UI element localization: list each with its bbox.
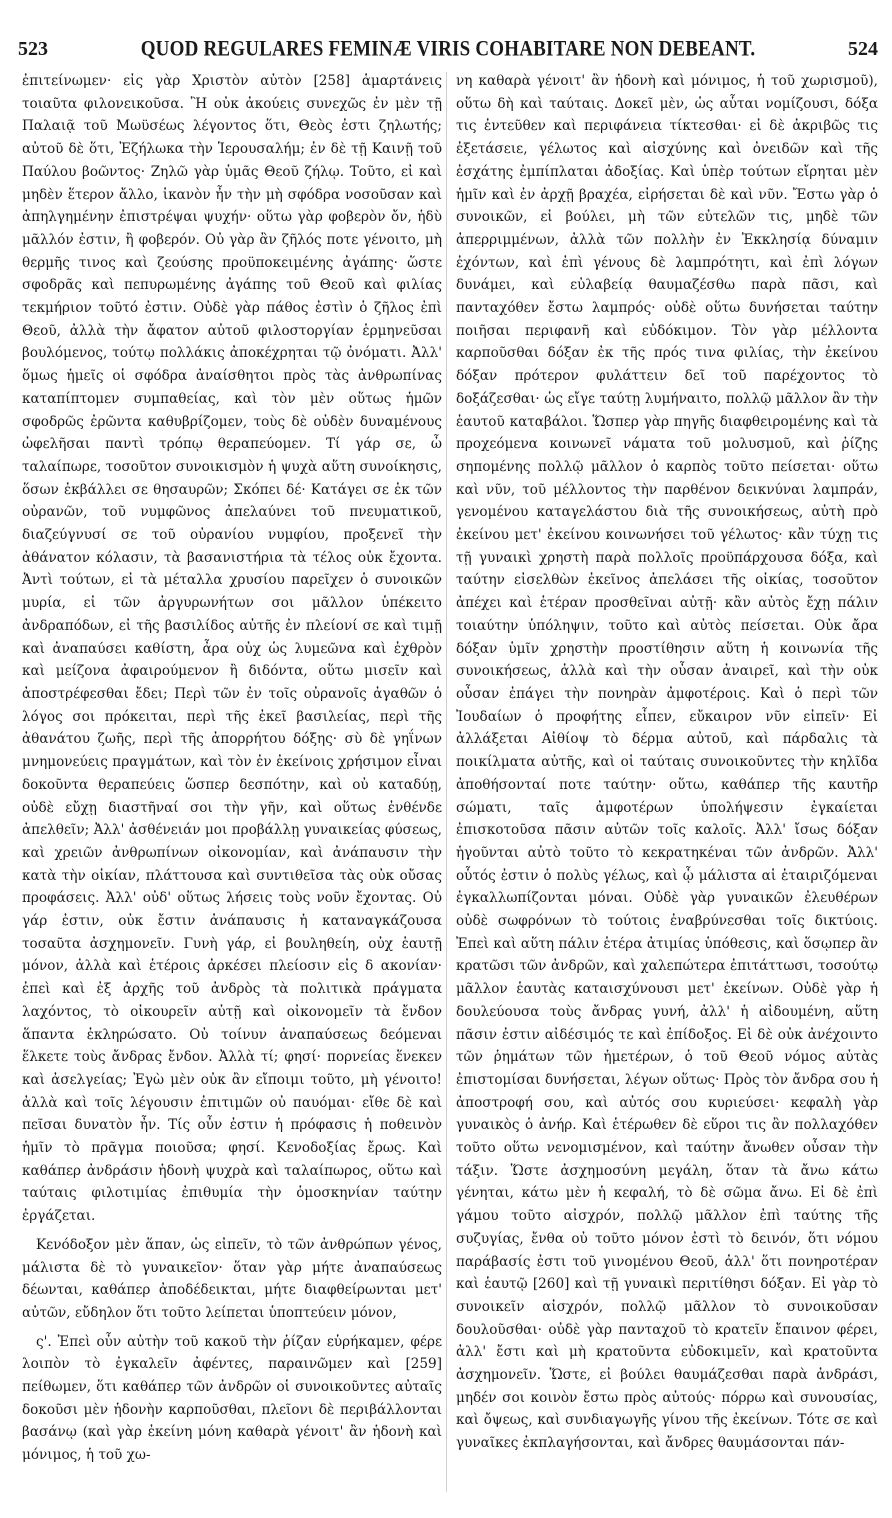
left-column xyxy=(22,70,442,1467)
right-column xyxy=(456,70,878,1455)
left-paragraph-2: Κενόδοξον μὲν ἅπαν, ὡς εἰπεῖν, τὸ τῶν ἀνθρώπων γένος, μάλιστα δὲ τὸ γυναικεῖον· ὅταν γὰρ μήτε ἀναπαύσεως δέωνται, καθάπερ ἀποδέδεικται, μήτε διαφθείρωνται μετ' αὐτῶν, εὔδηλον ὅτι τοῦτο λείπεται ὑποπτεύειν μόνον, xyxy=(22,1236,442,1321)
left-page-number: 523 xyxy=(18,38,48,60)
left-paragraph-1: ἐπιτείνωμεν· εἰς γὰρ Χριστὸν αὐτὸν [258] ἁμαρτάνεις τοιαῦτα φιλονεικοῦσα. Ἢ οὐκ ἀκούεις συνεχῶς ἐν μὲν τῇ Παλαιᾷ τοῦ Μωϋσέως λέγοντος ὅτι, Θεὸς ἐστι ζηλωτής; αὐτοῦ δὲ ὅτι, Ἐζήλωκα τὴν Ἱερουσαλήμ; ἐν δὲ τῇ Καινῇ τοῦ Παύλου βοῶντος· Ζηλῶ γὰρ ὑμᾶς Θεοῦ ζήλῳ. Τοῦτο, εἰ καὶ μηδὲν ἕτερον ἄλλο, ἱκανὸν ἦν τὴν μὴ σφόδρα νοσοῦσαν καὶ ἀπηλγημένην ἐπιστρέψαι ψυχήν· οὕτω γὰρ φοβερὸν ὄν, ἡδὺ μᾶλλόν ἐστιν, ἢ φοβερόν. Οὐ γὰρ ἂν ζῆλός ποτε γένοιτο, μὴ θερμῆς τινος καὶ ζεούσης προϋποκειμένης ἀγάπης· ὥστε σφοδρᾶς καὶ πεπυρωμένης ἀγάπης τοῦ Θεοῦ καὶ φιλίας τεκμήριον τοῦτό ἐστιν. Οὐδὲ γὰρ πάθος ἐστὶν ὁ ζῆλος ἐπὶ Θεοῦ, ἀλλὰ τὴν ἄφατον αὐτοῦ φιλοστοργίαν ἑρμηνεῦσαι βουλόμενος, τούτῳ πολλάκις ἀποκέχρηται τῷ ὀνόματι. Ἀλλ' ὅμως ἡμεῖς οἱ σφόδρα ἀναίσθητοι πρὸς τὰς ἀνθρωπίνας καταπίπτομεν συμπαθείας, καὶ τὸν μὲν οὕτως ἡμῶν σφοδρῶς ἐρῶντα καθυβρίζομεν, τοὺς δὲ οὐδὲν δυναμένους ὠφελῆσαι παντὶ τρόπῳ θεραπεύομεν. Τί γάρ σε, ὦ ταλαίπωρε, τοσοῦτον συνοικισμὸν ἡ ψυχὰ αὕτη συνοίκησις, ὅσων ἐκβάλλει σε θησαυρῶν; Σκόπει δέ· Κατάγει σε ἐκ τῶν οὐρανῶν, τοῦ νυμφῶνος ἀπελαύνει τοῦ πνευματικοῦ, διαζεύγνυσί σε τοῦ οὐρανίου νυμφίου, προξενεῖ τὴν ἀθάνατον κόλασιν, τὰ βασανιστήρια τὰ τέλος οὐκ ἔχοντα. Ἀντὶ τούτων, εἰ τὰ μέταλλα χρυσίου παρεῖχεν ὁ συνοικῶν μυρία, εἰ τῶν ἀργυρωνήτων σοι μᾶλλον ὑπέκειτο ἀνδραπόδων, εἰ τῆς βασιλίδος αὐτῆς ἐν πλείονί σε καὶ τιμῇ καὶ ἀναπαύσει καθίστη, ἆρα οὐχ ὡς λυμεῶνα καὶ ἐχθρὸν καὶ μείζονα ἀφαιρούμενον ἢ διδόντα, οὕτω μισεῖν καὶ ἀποστρέφεσθαι ἔδει; Περὶ τῶν ἐν τοῖς οὐρανοῖς ἀγαθῶν ὁ λόγος σοι πρόκειται, περὶ τῆς ἐκεῖ βασιλείας, περὶ τῆς ἀθανάτου ζωῆς, περὶ τῆς ἀπορρήτου δόξης· σὺ δὲ γηΐνων μνημονεύεις πραγμάτων, καὶ τὸν ἐν ἐκείνοις χρήσιμον εἶναι δοκοῦντα θεραπεύεις ὥσπερ δεσπότην, καὶ οὐ καταδύῃ, οὐδὲ εὔχῃ διαστῆναί σοι τὴν γῆν, καὶ οὕτως ἐνθένδε ἀπελθεῖν; Ἀλλ' ἀσθένειάν μοι προβάλλῃ γυναικείας φύσεως, καὶ χρειῶν ἀνθρωπίνων οἰκονομίαν, καὶ ἀνάπαυσιν τὴν κατὰ τὴν οἰκίαν, πλάττουσα καὶ συντιθεῖσα τὰς οὐκ οὔσας προφάσεις. Ἀλλ' οὐδ' οὕτως λήσεις τοὺς νοῦν ἔχοντας. Οὐ γάρ ἐστιν, οὐκ ἔστιν ἀνάπαυσις ἡ καταναγκάζουσα τοσαῦτα ἀσχημονεῖν. Γυνὴ γάρ, εἰ βουληθείη, οὐχ ἑαυτῇ μόνον, ἀλλὰ καὶ ἑτέροις ἀρκέσει πλείοσιν εἰς δ ακονίαν· ἐπεὶ καὶ ἐξ ἀρχῆς τοῦ ἀνδρὸς τὰ πολιτικὰ πράγματα λαχόντος, τὸ οἰκουρεῖν αὐτῇ καὶ οἰκονομεῖν τὰ ἔνδον ἅπαντα ἐκληρώσατο. Οὐ τοίνυν ἀναπαύσεως δεόμεναι ἕλκετε τοὺς ἄνδρας ἔνδον. Ἀλλὰ τί; φησί· πορνείας ἕνεκεν καὶ ἀσελγείας; Ἐγὼ μὲν οὐκ ἂν εἴποιμι τοῦτο, μὴ γένοιτο! ἀλλὰ καὶ τοῖς λέγουσιν ἐπιτιμῶν οὐ παυόμαι· εἴθε δὲ καὶ πεῖσαι δυνατὸν ἦν. Τίς οὖν ἐστιν ἡ πρόφασις ἡ ποθεινὸν ἡμῖν τὸ πρᾶγμα ποιοῦσα; φησί. Κενοδοξίας ἔρως. Καὶ καθάπερ ἀνδράσιν ἡδονὴ ψυχρὰ καὶ ταλαίπωρος, οὕτω καὶ ταύταις φιλοτιμίας ἐπιθυμία τὴν ὁμοσκηνίαν ταύτην ἐργάζεται. xyxy=(22,73,442,1225)
right-page-number: 524 xyxy=(848,38,878,60)
column-divider xyxy=(446,72,447,1492)
running-header xyxy=(18,38,878,68)
running-title: QUOD REGULARES FEMINÆ VIRIS COHABITARE NON DEBEANT. xyxy=(140,37,756,62)
left-paragraph-3: ς'. Ἐπεὶ οὖν αὐτὴν τοῦ κακοῦ τὴν ῥίζαν εὑρήκαμεν, φέρε λοιπὸν τὸ ἐγκαλεῖν ἀφέντες, παραινῶμεν καὶ [259] πείθωμεν, ὅτι καθάπερ τῶν ἀνδρῶν οἱ συνοικοῦντες αὐταῖς δοκοῦσι μὲν ἡδονὴν καρποῦσθαι, πλεῖονι δὲ περιβάλλονται βασάνῳ (καὶ γὰρ ἐκείνη μόνη καθαρὰ γένοιτ' ἂν ἡδονὴ καὶ μόνιμος, ἡ τοῦ χω- xyxy=(22,1333,442,1464)
right-paragraph-1: νη καθαρὰ γένοιτ' ἂν ἡδονὴ καὶ μόνιμος, ἡ τοῦ χωρισμοῦ), οὕτω δὴ καὶ ταύταις. Δοκεῖ μὲν, ὡς αὗται νομίζουσι, δόξα τις ἐντεῦθεν καὶ περιφάνεια τίκτεσθαι· εἰ δὲ ἀκριβῶς τις ἐξετάσειε, γέλωτος καὶ αἰσχύνης καὶ ὀνειδῶν καὶ τῆς ἐσχάτης ἐμπίπλαται ἀδοξίας. Καὶ ὑπὲρ τούτων εἴρηται μὲν ἡμῖν καὶ ἐν ἀρχῇ βραχέα, εἰρήσεται δὲ καὶ νῦν. Ἔστω γὰρ ὁ συνοικῶν, εἰ βούλει, μὴ τῶν εὐτελῶν τις, μηδὲ τῶν ἀπερριμμένων, ἀλλὰ τῶν πολλὴν ἐν Ἐκκλησίᾳ δύναμιν ἐχόντων, καὶ ἐπὶ γένους δὲ λαμπρότητι, καὶ ἐπὶ λόγων δυνάμει, καὶ εὐλαβείᾳ θαυμαζέσθω παρὰ πᾶσι, καὶ πανταχόθεν ἔστω λαμπρός· οὐδὲ οὕτω δυνήσεται ταύτην ποιῆσαι περιφανῆ καὶ εὐδόκιμον. Τὸν γὰρ μέλλοντα καρποῦσθαι δόξαν ἐκ τῆς πρός τινα φιλίας, τὴν ἐκείνου δόξαν πρότερον φυλάττειν δεῖ τοῦ παρέχοντος τὸ δοξάζεσθαι· ὡς εἴγε ταύτῃ λυμήναιτο, πολλῷ μᾶλλον ἂν τὴν ἑαυτοῦ καταβάλοι. Ὥσπερ γὰρ πηγῆς διαφθειρομένης καὶ τὰ προχεόμενα κοινωνεῖ νάματα τοῦ μολυσμοῦ, καὶ ῥίζης σηπομένης πολλῷ μᾶλλον ὁ καρπὸς τοῦτο πείσεται· οὕτω καὶ νῦν, τοῦ μέλλοντος τὴν παρθένον δεικνύναι λαμπράν, γενομένου καταγελάστου διὰ τῆς συνοικήσεως, αὐτὴ πρὸ ἐκείνου μετ' ἐκείνου κοινωνήσει τοῦ γέλωτος· κἂν τύχῃ τις τῇ γυναικὶ χρηστὴ παρὰ πολλοῖς προϋπάρχουσα δόξα, καὶ ταύτην εἰσελθὼν ἐκεῖνος ἀπελάσει τῆς οἰκίας, τοσοῦτον ἀπέχει καὶ ἑτέραν προσθεῖναι αὐτῇ· κἂν αὐτὸς ἔχῃ πάλιν τοιαύτην ὑπόληψιν, τοῦτο καὶ αὐτὸς πείσεται. Οὐκ ἄρα δόξαν ὑμῖν χρηστὴν προστίθησιν αὕτη ἡ κοινωνία τῆς συνοικήσεως, ἀλλὰ καὶ τὴν οὖσαν ἀναιρεῖ, καὶ τὴν οὐκ οὖσαν ἐπάγει τὴν πονηρὰν ἀμφοτέροις. Καὶ ὁ περὶ τῶν Ἰουδαίων ὁ προφήτης εἶπεν, εὔκαιρον νῦν εἰπεῖν· Εἰ ἀλλάξεται Αἰθίοψ τὸ δέρμα αὐτοῦ, καὶ πάρδαλις τὰ ποικίλματα αὐτῆς, καὶ οἱ ταύταις συνοικοῦντες τὴν κηλῖδα ἀποθήσονταί ποτε ταύτην· οὕτω, καθάπερ τῆς καυτῆρ σώματι, ταῖς ἀμφοτέρων ὑπολήψεσιν ἐγκαίεται ἐπισκοτοῦσα πᾶσιν αὐτῶν τοῖς καλοῖς. Ἀλλ' ἴσως δόξαν ἡγοῦνται αὐτὸ τοῦτο τὸ κεκρατηκέναι τῶν ἀνδρῶν. Ἀλλ' οὗτός ἐστιν ὁ πολὺς γέλως, καὶ ᾧ μάλιστα αἱ ἑταιριζόμεναι ἐγκαλλωπίζονται μόναι. Οὐδὲ γὰρ γυναικῶν ἐλευθέρων οὐδὲ σωφρόνων τὸ τούτοις ἐναβρύνεσθαι τοῖς δικτύοις. Ἐπεὶ καὶ αὕτη πάλιν ἑτέρα ἀτιμίας ὑπόθεσις, καὶ ὅσῳπερ ἂν κρατῶσι τῶν ἀνδρῶν, καὶ χαλεπώτερα ἐπιτάττωσι, τοσούτῳ μᾶλλον ἑαυτὰς καταισχύνουσι μετ' ἐκείνων. Οὐδὲ γὰρ ἡ δουλεύουσα τοὺς ἄνδρας γυνή, ἀλλ' ἡ αἰδουμένη, αὕτη πᾶσιν ἐστιν αἰδέσιμός τε καὶ ἐπίδοξος. Εἰ δὲ οὐκ ἀνέχοιντο τῶν ῥημάτων τῶν ἡμετέρων, ὁ τοῦ Θεοῦ νόμος αὐτὰς ἐπιστομίσαι δυνήσεται, λέγων οὕτως· Πρὸς τὸν ἄνδρα σου ἡ ἀποστροφή σου, καὶ αὐτός σου κυριεύσει· κεφαλὴ γὰρ γυναικὸς ὁ ἀνήρ. Καὶ ἑτέρωθεν δὲ εὕροι τις ἂν πολλαχόθεν τοῦτο οὕτω νενομισμένον, καὶ ταύτην ἄνωθεν οὖσαν τὴν τάξιν. Ὥστε ἀσχημοσύνη μεγάλη, ὅταν τὰ ἄνω κάτω γένηται, κάτω μὲν ἡ κεφαλή, τὸ δὲ σῶμα ἄνω. Εἰ δὲ ἐπὶ γάμου τοῦτο αἰσχρόν, πολλῷ μᾶλλον ἐπὶ ταύτης τῆς συζυγίας, ἔνθα οὐ τοῦτο μόνον ἐστὶ τὸ δεινόν, ὅτι νόμου παράβασίς ἐστι τοῦ γινομένου Θεοῦ, ἀλλ' ὅτι πονηροτέραν καὶ ἑαυτῷ [260] καὶ τῇ γυναικὶ περιτίθησι δόξαν. Εἰ γὰρ τὸ συνοικεῖν αἰσχρόν, πολλῷ μᾶλλον τὸ συνοικοῦσαν δουλοῦσθαι· οὐδὲ γὰρ πανταχοῦ τὸ κρατεῖν ἔπαινον φέρει, ἀλλ' ἔστι καὶ μὴ κρατοῦντα εὐδοκιμεῖν, καὶ κρατοῦντα ἀσχημονεῖν. Ὥστε, εἰ βούλει θαυμάζεσθαι παρὰ ἀνδράσι, μηδέν σοι κοινὸν ἔστω πρὸς αὐτούς· πόρρω καὶ συνουσίας, καὶ ὄψεως, καὶ συνδιαγωγῆς γίνου τῆς ἐκείνων. Τότε σε καὶ γυναῖκες ἐκπλαγήσονται, καὶ ἄνδρες θαυμάσονται πάν- xyxy=(456,73,878,1452)
